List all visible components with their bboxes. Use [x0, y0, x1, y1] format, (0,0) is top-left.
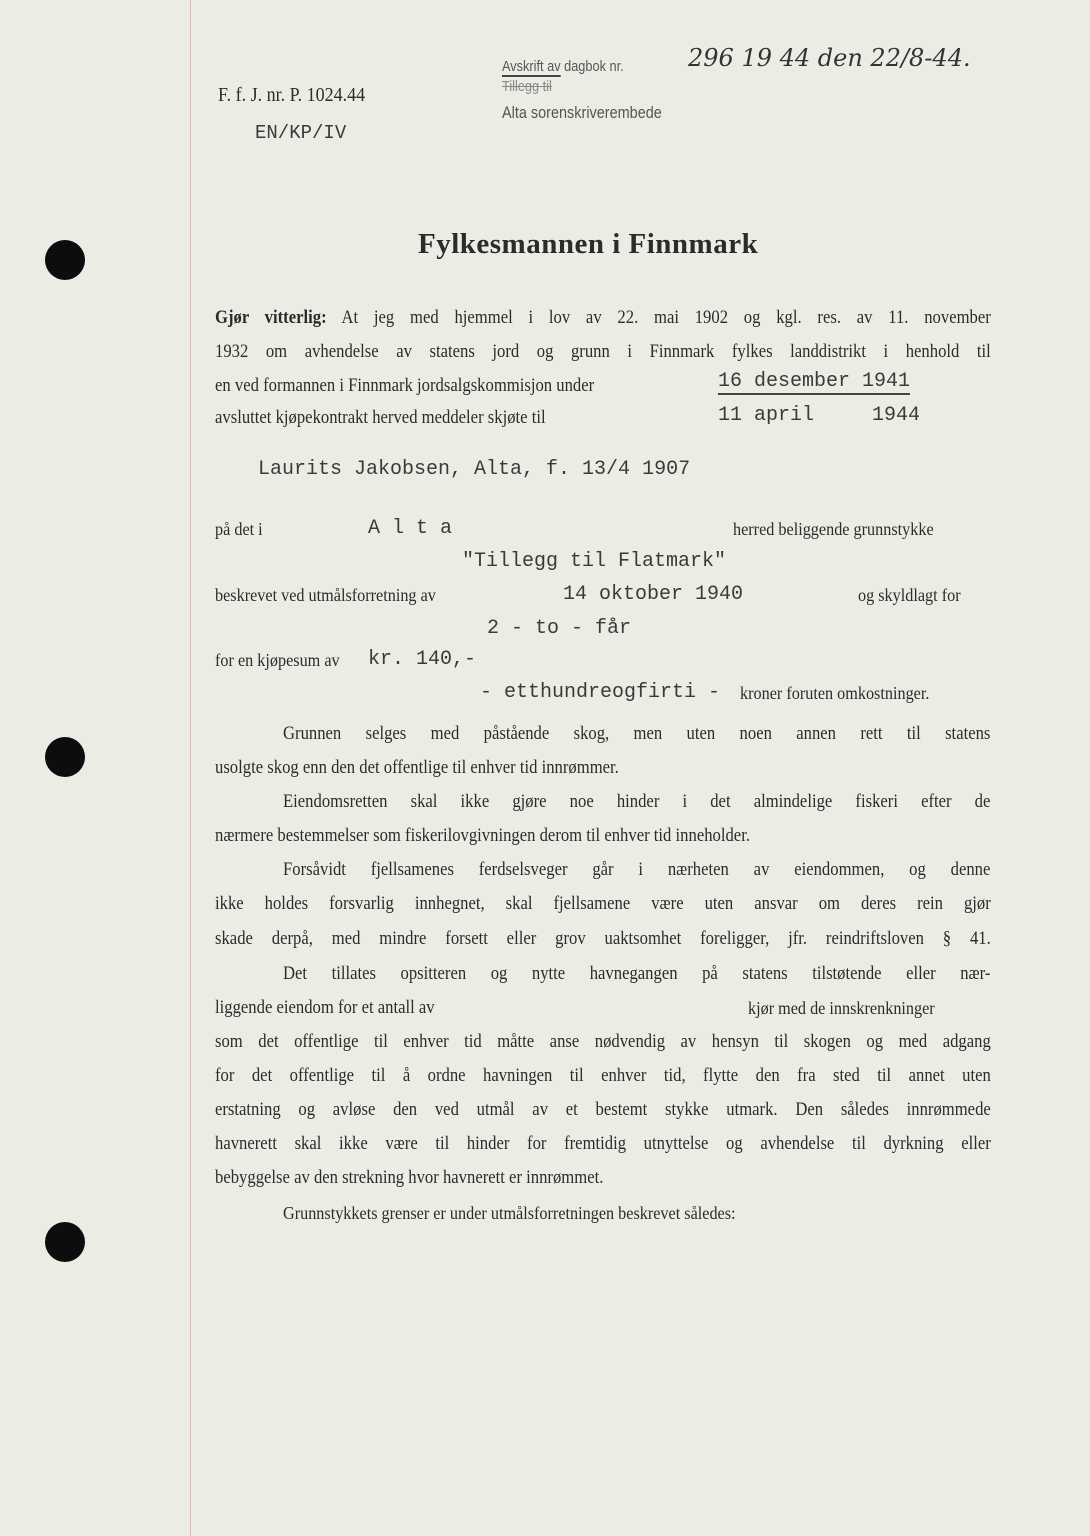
- intro-line: en ved formannen i Finnmark jordsalgskommisjon under: [215, 376, 595, 396]
- paragraph-line: liggende eiendom for et antall av: [215, 998, 435, 1018]
- paragraph-line: for det offentlige til å ordne havningen til enhver tid, flytte den fra sted til annet uten: [215, 1066, 991, 1086]
- label: og skyldlagt for: [858, 585, 961, 605]
- page-title: Fylkesmannen i Finnmark: [418, 228, 759, 260]
- margin-line: [190, 0, 191, 1536]
- label: på det i: [215, 519, 263, 539]
- label: herred beliggende grunnstykke: [733, 519, 934, 539]
- intro-line: avsluttet kjøpekontrakt herved meddeler skjøte til: [215, 408, 546, 428]
- initials: EN/KP/IV: [255, 122, 347, 144]
- intro-lead: Gjør vitterlig:: [215, 308, 327, 328]
- paragraph-line: usolgte skog enn den det offentlige til enhver tid innrømmer.: [215, 758, 619, 778]
- punch-hole: [45, 737, 85, 777]
- paragraph-line: Forsåvidt fjellsamenes ferdselsveger går i nærheten av eiendommen, og denne: [283, 860, 991, 880]
- paragraph-line: skade derpå, med mindre forsett eller grov uaktsomhet foreligger, jfr. reindriftsloven § 41.: [215, 929, 991, 949]
- punch-hole: [45, 1222, 85, 1262]
- contract-date: 16 desember 1941: [718, 370, 911, 393]
- punch-hole: [45, 240, 85, 280]
- property-name: "Tillegg til Flatmark": [462, 550, 727, 573]
- stamp-avskrift: Avskrift av: [502, 58, 561, 75]
- stamp-office: Alta sorenskriverembede: [502, 103, 662, 122]
- boundaries-line: Grunnstykkets grenser er under utmålsforretningen beskrevet således:: [283, 1203, 736, 1223]
- paragraph-line: som det offentlige til enhver tid måtte anse nødvendig av hensyn til skogen og med adgang: [215, 1032, 991, 1052]
- paragraph-line: Eiendomsretten skal ikke gjøre noe hinder i det almindelige fiskeri efter de: [283, 792, 991, 812]
- paragraph-line: ikke holdes forsvarlig innhegnet, skal fjellsamene være uten ansvar om deres rein gjør: [215, 894, 991, 914]
- paragraph-line: Grunnen selges med påstående skog, men uten noen annen rett til statens: [283, 724, 991, 744]
- deed-year: 1944: [872, 404, 921, 427]
- handwritten-entry: 296 19 44 den 22/8-44.: [688, 44, 971, 72]
- stamp-dagbok: dagbok nr.: [564, 58, 624, 75]
- intro-line: 1932 om avhendelse av statens jord og grunn i Finnmark fylkes landdistrikt i henhold til: [215, 342, 991, 362]
- file-number: F. f. J. nr. P. 1024.44: [218, 84, 366, 106]
- intro-line: [215, 308, 991, 329]
- paragraph-line: havnerett skal ikke være til hinder for fremtidig utnyttelse og avhendelse til dyrkning eller: [215, 1134, 991, 1154]
- paragraph-line: nærmere bestemmelser som fiskerilovgivningen derom til enhver tid inneholder.: [215, 826, 750, 846]
- price-words: - etthundreogfirti -: [480, 681, 721, 704]
- paragraph-line: Det tillates opsitteren og nytte havnegangen på statens tilstøtende eller nær-: [283, 964, 991, 984]
- label: for en kjøpesum av: [215, 650, 340, 670]
- deed-date: 11 april: [718, 404, 815, 427]
- tax-value: 2 - to - får: [487, 617, 632, 640]
- label: kroner foruten omkostninger.: [740, 683, 930, 703]
- survey-date: 14 oktober 1940: [563, 583, 744, 606]
- paragraph-line: bebyggelse av den strekning hvor havnerett er innrømmet.: [215, 1168, 604, 1188]
- municipality: A l t a: [368, 517, 453, 540]
- buyer: Laurits Jakobsen, Alta, f. 13/4 1907: [258, 458, 691, 481]
- stamp-tillegg: Tillegg til: [502, 78, 552, 95]
- intro-text: At jeg med hjemmel i lov av 22. mai 1902 og kgl. res. av 11. november: [341, 308, 991, 328]
- paragraph-line: kjør med de innskrenkninger: [748, 998, 935, 1018]
- paragraph-line: erstatning og avløse den ved utmål av et bestemt stykke utmark. Den således innrømmede: [215, 1100, 991, 1120]
- price: kr. 140,-: [368, 648, 477, 671]
- label: beskrevet ved utmålsforretning av: [215, 585, 436, 605]
